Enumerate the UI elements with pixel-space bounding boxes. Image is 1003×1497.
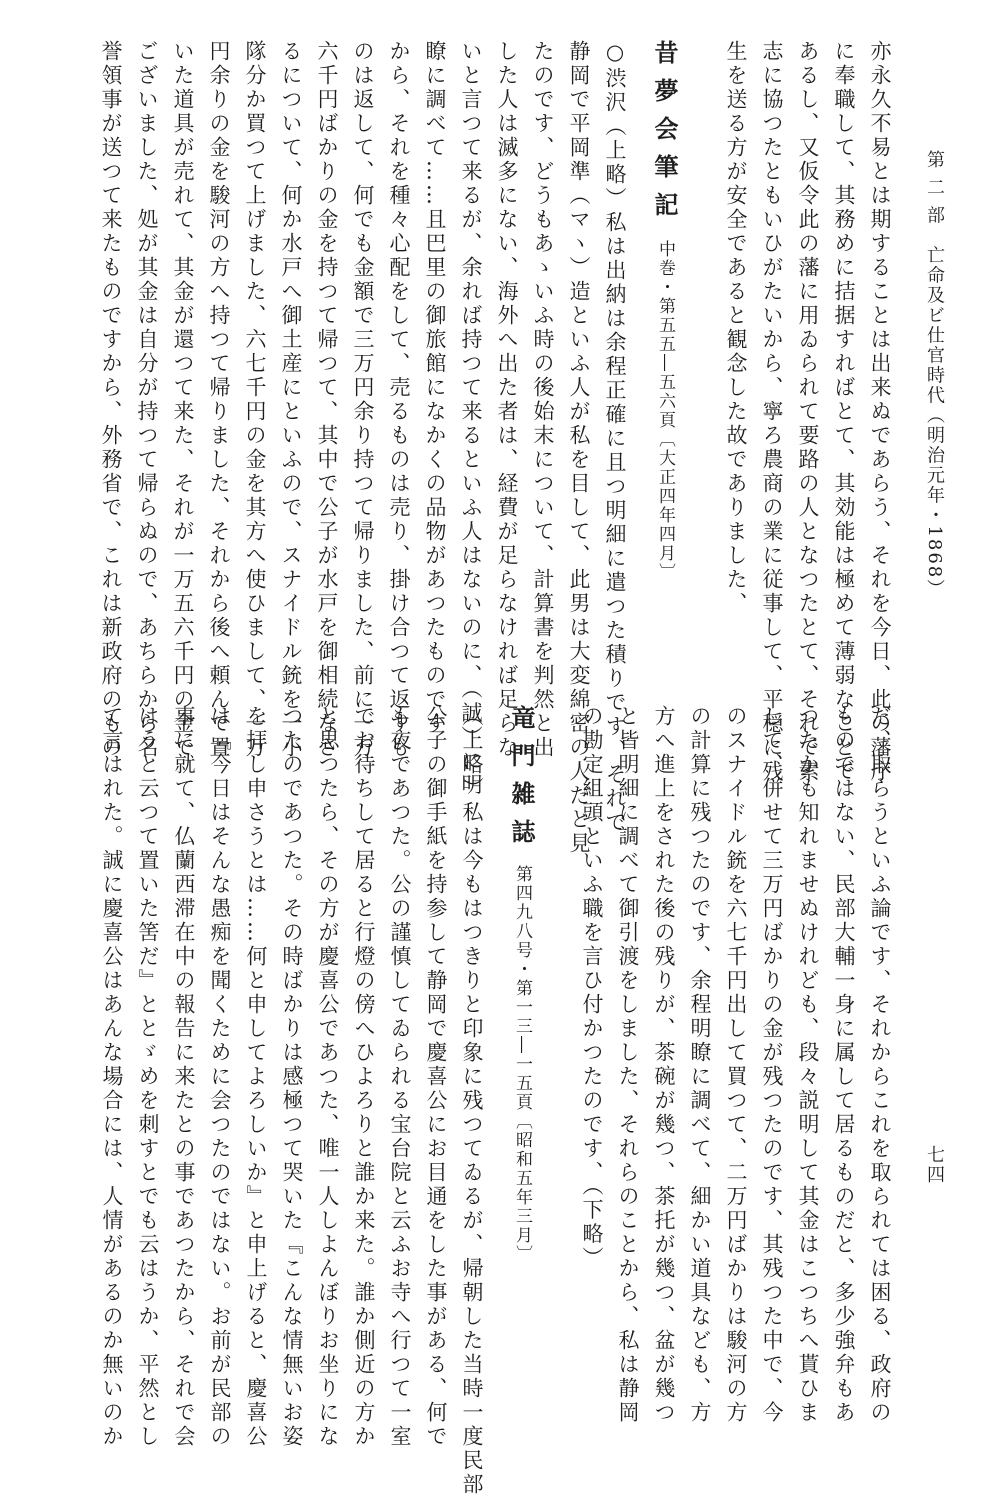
text-line: はうと云つて置いた筈だ』ととゞめを刺すとでも云はうか、平然とし — [136, 705, 160, 1449]
section-source: 第四九八号・第一三―一五頁〔昭和五年三月〕 — [512, 865, 532, 1264]
text-line: つたかも知れませぬけれども、段々説明して其金はこつちへ貰ひま — [796, 705, 820, 1425]
text-line: 円余りの金を駿河の方へ持つて帰りました、それから後へ頼んで置 — [207, 40, 231, 760]
page-number: 七四 — [924, 1145, 945, 1185]
text-line: あるし、又仮令此の藩に用ゐられて要路の人となつたとて、それで素 — [796, 40, 820, 784]
section-source: 中巻・第五五―五六頁〔大正四年四月〕 — [655, 240, 675, 582]
text-line: て言はれた。誠に慶喜公はあんな場合には、人情があるのか無いのか — [100, 705, 124, 1449]
text-line: は『今日はそんな愚痴を聞くために会つたのではない。お前が民部の — [208, 705, 232, 1449]
text-line: の勘定組頭といふ職を言ひ付かつたのです、（下略） — [580, 705, 604, 1271]
text-line: 生を送る方が安全であると観念した故でありました、 — [724, 40, 748, 616]
text-line: いた道具が売れて、其金が還つて来た、それが一万五六千円の金で — [171, 40, 195, 760]
text-line: に奉職して、其務めに拮据すればとて、其効能は極めて薄弱なことで — [832, 40, 856, 784]
text-line: 志に協つたともいひがたいから、寧ろ農商の業に従事して、平穏に残 — [760, 40, 784, 784]
text-line: 方へ進上をされた後の残りが、茶碗が幾つ、茶托が幾つ、盆が幾つ — [652, 705, 676, 1425]
text-line: 静岡で平岡準（マヽ）造といふ人が私を目して、此男は大変綿密の人だと見 — [567, 40, 591, 856]
text-line: した人は滅多にない、海外へ出た者は、経費が足らなければ足らな — [495, 40, 519, 760]
text-line: でお待ちして居ると行燈の傍へひよろりと誰か来た。誰か側近の方か — [352, 705, 376, 1449]
text-line: の計算に残つたのです、余程明瞭に調べて、細かい道具なども、方 — [688, 705, 712, 1425]
text-line: 事に就て、仏蘭西滞在中の報告に来たとの事であつたから、それで会 — [172, 705, 196, 1449]
section-title: 竜門雑誌 — [507, 705, 536, 857]
text-line: 公子の御手紙を持参して静岡で慶喜公にお目通をした事がある、何で — [424, 705, 448, 1449]
text-line: ○渋沢（上略）私は出納は余程正確に且つ明細に遣つた積りです、それで — [603, 40, 627, 835]
text-line: たのです、どうもあゝいふ時の後始末について、計算書を判然と出 — [531, 40, 555, 760]
text-line: 六千円ばかりの金を持つて帰つて、其中で公子が水戸を御相続なさ — [315, 40, 339, 760]
text-line: つたのであつた。その時ばかりは感極つて哭いた『こんな情無いお姿 — [280, 705, 304, 1449]
text-line: ございました、処が其金は自分が持つて帰らぬので、あちらから名 — [135, 40, 159, 760]
text-line: から、それを種々心配をして、売るものは売り、掛け合つて返すも — [387, 40, 411, 760]
text-line: 誉領事が送つて来たものですから、外務省で、これは新政府のもの — [99, 40, 123, 760]
section-title: 昔夢会筆記 — [650, 40, 679, 230]
text-line: も夜であつた。公の謹慎してゐられる宝台院と云ふお寺へ行つて一室 — [388, 705, 412, 1449]
text-line: を拝し申さうとは……何と申してよろしいか』と申上げると、慶喜公 — [244, 705, 268, 1449]
text-line: のスナイドル銃を六七千円出して買つて、二万円ばかりは駿河の方 — [724, 705, 748, 1425]
text-line: と皆明細に調べて御引渡をしました、それらのことから、私は静岡 — [616, 705, 640, 1425]
text-line: 隊分か買つて上げました、六七千円の金を其方へ使ひまして、一万 — [243, 40, 267, 760]
text-line: るについて、何か水戸へ御土産にといふので、スナイドル銃を一小 — [279, 40, 303, 760]
text-line: だ、取らうといふ論です、それからこれを取られては困る、政府の — [868, 705, 892, 1425]
text-line: 亦永久不易とは期することは出来ぬであらう、それを今日、此の藩庁 — [868, 40, 892, 784]
text-line: して、併せて三万円ばかりの金が残つたのです、其残つた中で、今 — [760, 705, 784, 1425]
running-header: 第 二 部 亡命及ビ仕官時代（明治元年・1868） — [924, 150, 945, 600]
text-line: ものではない、民部大輔一身に属して居るものだと、多少強弁もあ — [832, 705, 856, 1425]
text-line: いと言つて来るが、余れば持つて来るといふ人はないのに、（誠）に明 — [459, 40, 483, 798]
text-line: と思つたら、その方が慶喜公であつた、唯一人しよんぼりお坐りにな — [316, 705, 340, 1449]
text-line: のは返して、何でも金額で三万円余り持つて帰りました、前に一万 — [351, 40, 375, 760]
text-line: 瞭に調べて……且巴里の御旅館になかくの品物があつたものです — [423, 40, 447, 736]
text-line: （上略）私は今もはつきりと印象に残つてゐるが、帰朝した当時一度民部 — [460, 705, 484, 1497]
